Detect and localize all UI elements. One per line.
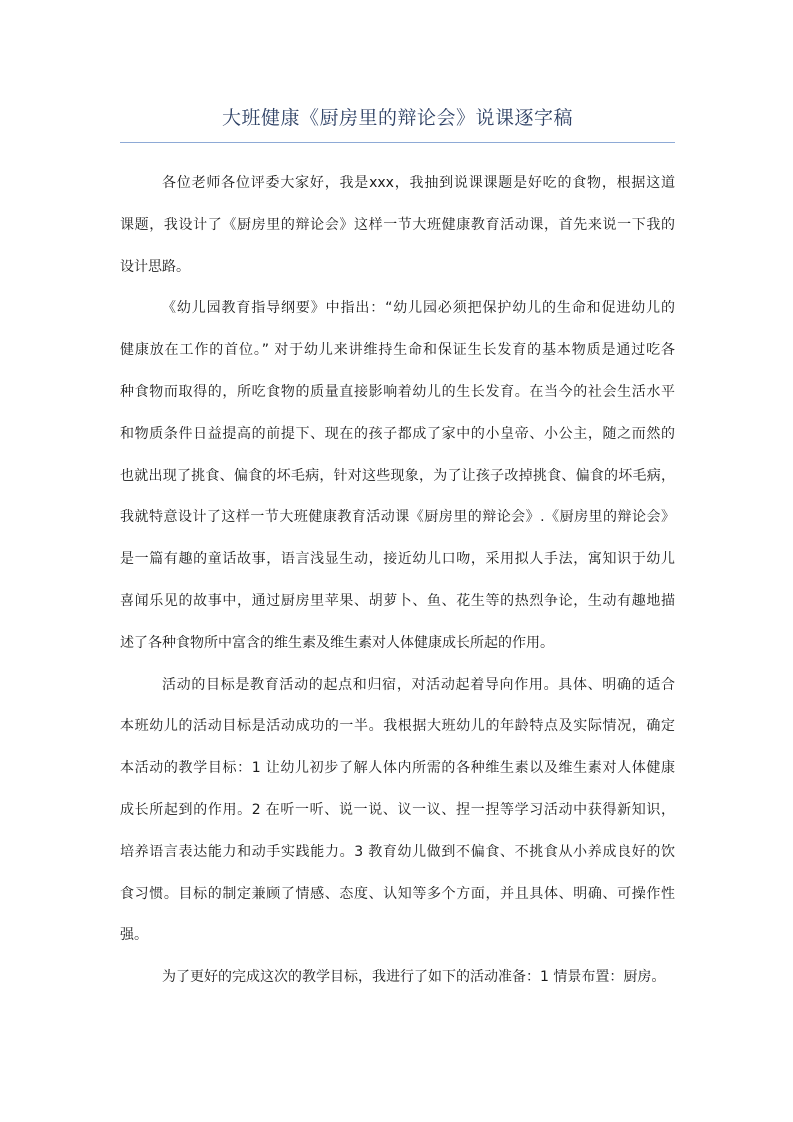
- paragraph-line: 我就特意设计了这样一节大班健康教育活动课《厨房里的辩论会》.《厨房里的辩论会》: [120, 509, 675, 526]
- paragraph-line: 和物质条件日益提高的前提下、现在的孩子都成了家中的小皇帝、小公主，随之而然的: [120, 425, 675, 442]
- document-title: 大班健康《厨房里的辩论会》说课逐字稿: [221, 107, 573, 129]
- paragraph-line: 活动的目标是教育活动的起点和归宿，对活动起着导向作用。具体、明确的适合: [162, 676, 675, 693]
- paragraph-line: 健康放在工作的首位。” 对于幼儿来讲维持生命和保证生长发育的基本物质是通过吃各: [120, 342, 675, 359]
- paragraph-line: 食习惯。目标的制定兼顾了情感、态度、认知等多个方面，并且具体、明确、可操作性: [120, 885, 675, 902]
- paragraph-preparation: [120, 957, 675, 999]
- paragraph-line: 各位老师各位评委大家好，我是xxx，我抽到说课课题是好吃的食物，根据这道: [162, 175, 675, 191]
- paragraph-line: 为了更好的完成这次的教学目标，我进行了如下的活动准备：1 情景布置：厨房。: [162, 969, 666, 986]
- paragraph-line: 本活动的教学目标：1 让幼儿初步了解人体内所需的各种维生素以及维生素对人体健康: [120, 760, 675, 777]
- paragraph-line: 强。: [120, 927, 148, 944]
- paragraph-line: 本班幼儿的活动目标是活动成功的一半。我根据大班幼儿的年龄特点及实际情况，确定: [120, 718, 675, 735]
- paragraph-line: 述了各种食物所中富含的维生素及维生素对人体健康成长所起的作用。: [120, 634, 554, 651]
- paragraph-line: 喜闻乐见的故事中，通过厨房里苹果、胡萝卜、鱼、花生等的热烈争论，生动有趣地描: [120, 592, 675, 609]
- paragraph-line: 成长所起到的作用。2 在听一听、说一说、议一议、捏一捏等学习活动中获得新知识，: [120, 801, 675, 818]
- paragraph-objectives: [120, 665, 675, 958]
- paragraph-line: 设计思路。: [120, 258, 190, 275]
- paragraph-intro: [120, 163, 675, 288]
- document-body: [120, 163, 675, 999]
- title-divider: [120, 142, 675, 143]
- paragraph-line: 是一篇有趣的童话故事，语言浅显生动，接近幼儿口吻，采用拟人手法，寓知识于幼儿: [120, 551, 675, 568]
- paragraph-design-rationale: [120, 288, 675, 664]
- paragraph-line: 课题，我设计了《厨房里的辩论会》这样一节大班健康教育活动课，首先来说一下我的: [120, 216, 675, 233]
- paragraph-line: 也就出现了挑食、偏食的坏毛病，针对这些现象，为了让孩子改掉挑食、偏食的坏毛病，: [120, 467, 675, 484]
- paragraph-line: 培养语言表达能力和动手实践能力。3 教育幼儿做到不偏食、不挑食从小养成良好的饮: [120, 843, 675, 860]
- paragraph-line: 《幼儿园教育指导纲要》中指出：“幼儿园必须把保护幼儿的生命和促进幼儿的: [162, 300, 675, 317]
- paragraph-line: 种食物而取得的，所吃食物的质量直接影响着幼儿的生长发育。在当今的社会生活水平: [120, 383, 675, 400]
